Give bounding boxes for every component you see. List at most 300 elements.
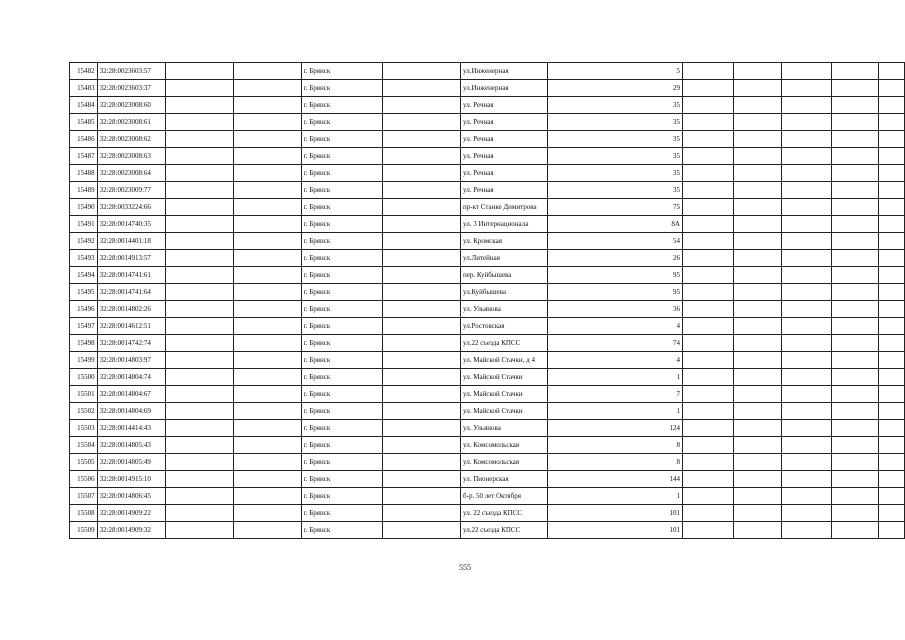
empty-cell [383,335,461,352]
empty-cell [734,97,782,114]
row-number-cell: 15488 [70,165,98,182]
row-number-cell: 15485 [70,114,98,131]
street-cell: пер. Куйбышева [461,267,548,284]
empty-cell [878,131,904,148]
empty-cell [782,335,832,352]
empty-cell [682,131,733,148]
empty-cell [234,233,302,250]
empty-cell [782,182,832,199]
empty-cell [782,233,832,250]
empty-cell [383,233,461,250]
empty-cell [782,131,832,148]
empty-cell [878,488,904,505]
empty-cell [166,114,234,131]
empty-cell [832,386,878,403]
table-row [70,114,905,131]
empty-cell [734,250,782,267]
empty-cell [166,488,234,505]
house-number-cell: 7 [548,386,683,403]
table-row [70,182,905,199]
empty-cell [878,437,904,454]
street-cell: пр-кт Станке Димитрова [461,199,548,216]
empty-cell [166,80,234,97]
street-cell: ул. Комсомольская [461,454,548,471]
row-number-cell: 15500 [70,369,98,386]
page-number: 555 [459,563,471,572]
empty-cell [878,284,904,301]
empty-cell [166,216,234,233]
city-cell: г. Брянск [301,233,383,250]
empty-cell [234,369,302,386]
empty-cell [682,420,733,437]
empty-cell [734,420,782,437]
empty-cell [734,488,782,505]
empty-cell [832,216,878,233]
empty-cell [682,335,733,352]
empty-cell [878,267,904,284]
empty-cell [878,352,904,369]
empty-cell [878,505,904,522]
empty-cell [682,454,733,471]
empty-cell [734,131,782,148]
row-number-cell: 15494 [70,267,98,284]
house-number-cell: 29 [548,80,683,97]
city-cell: г. Брянск [301,216,383,233]
cadastral-number-cell: 32:28:0014913:57 [97,250,166,267]
empty-cell [234,284,302,301]
empty-cell [682,437,733,454]
empty-cell [383,522,461,539]
row-number-cell: 15499 [70,352,98,369]
empty-cell [682,97,733,114]
street-cell: ул. Ульянова [461,301,548,318]
empty-cell [383,284,461,301]
empty-cell [832,267,878,284]
table-row [70,284,905,301]
empty-cell [782,63,832,80]
empty-cell [234,80,302,97]
house-number-cell: 35 [548,165,683,182]
empty-cell [832,301,878,318]
row-number-cell: 15493 [70,250,98,267]
empty-cell [166,301,234,318]
empty-cell [383,454,461,471]
empty-cell [878,165,904,182]
house-number-cell: 36 [548,301,683,318]
empty-cell [682,267,733,284]
empty-cell [832,80,878,97]
empty-cell [383,216,461,233]
street-cell: ул. Речная [461,97,548,114]
empty-cell [782,216,832,233]
street-cell: ул. Речная [461,131,548,148]
empty-cell [234,131,302,148]
empty-cell [383,386,461,403]
empty-cell [734,454,782,471]
house-number-cell: 35 [548,114,683,131]
empty-cell [234,403,302,420]
row-number-cell: 15506 [70,471,98,488]
empty-cell [878,216,904,233]
empty-cell [878,199,904,216]
cadastral-number-cell: 32:28:0014740:35 [97,216,166,233]
empty-cell [383,488,461,505]
empty-cell [166,454,234,471]
empty-cell [234,114,302,131]
empty-cell [166,233,234,250]
empty-cell [832,420,878,437]
table-row [70,250,905,267]
city-cell: г. Брянск [301,352,383,369]
table-row [70,369,905,386]
house-number-cell: 75 [548,199,683,216]
empty-cell [878,454,904,471]
cadastral-number-cell: 32:28:0023008:64 [97,165,166,182]
table-row [70,437,905,454]
empty-cell [166,335,234,352]
table-row [70,505,905,522]
empty-cell [832,352,878,369]
empty-cell [166,182,234,199]
table-row [70,97,905,114]
empty-cell [734,505,782,522]
empty-cell [166,250,234,267]
empty-cell [782,301,832,318]
city-cell: г. Брянск [301,420,383,437]
street-cell: ул.Литейная [461,250,548,267]
empty-cell [734,199,782,216]
table-row [70,352,905,369]
empty-cell [383,148,461,165]
empty-cell [782,454,832,471]
empty-cell [234,318,302,335]
row-number-cell: 15505 [70,454,98,471]
house-number-cell: 35 [548,97,683,114]
cadastral-number-cell: 32:28:0023603:37 [97,80,166,97]
row-number-cell: 15492 [70,233,98,250]
empty-cell [782,199,832,216]
street-cell: ул.Инженерная [461,63,548,80]
empty-cell [234,148,302,165]
empty-cell [682,148,733,165]
empty-cell [832,131,878,148]
street-cell: ул. 3 Интернационала [461,216,548,233]
city-cell: г. Брянск [301,386,383,403]
empty-cell [782,352,832,369]
empty-cell [734,182,782,199]
city-cell: г. Брянск [301,148,383,165]
row-number-cell: 15486 [70,131,98,148]
city-cell: г. Брянск [301,80,383,97]
empty-cell [166,420,234,437]
street-cell: ул.22 съезда КПСС [461,335,548,352]
empty-cell [734,233,782,250]
empty-cell [832,182,878,199]
row-number-cell: 15495 [70,284,98,301]
empty-cell [782,165,832,182]
cadastral-number-cell: 32:28:0014401:18 [97,233,166,250]
row-number-cell: 15484 [70,97,98,114]
house-number-cell: 101 [548,522,683,539]
city-cell: г. Брянск [301,335,383,352]
cadastral-number-cell: 32:28:0023009:77 [97,182,166,199]
row-number-cell: 15482 [70,63,98,80]
city-cell: г. Брянск [301,471,383,488]
empty-cell [383,131,461,148]
empty-cell [383,505,461,522]
empty-cell [734,403,782,420]
empty-cell [782,522,832,539]
city-cell: г. Брянск [301,437,383,454]
empty-cell [682,250,733,267]
house-number-cell: 4 [548,318,683,335]
city-cell: г. Брянск [301,199,383,216]
empty-cell [782,267,832,284]
row-number-cell: 15489 [70,182,98,199]
empty-cell [832,335,878,352]
city-cell: г. Брянск [301,369,383,386]
property-register-table [69,62,905,539]
cadastral-number-cell: 32:28:0014806:45 [97,488,166,505]
empty-cell [734,318,782,335]
cadastral-number-cell: 32:28:0014909:22 [97,505,166,522]
empty-cell [878,233,904,250]
house-number-cell: 8 [548,437,683,454]
cadastral-number-cell: 32:28:0023008:60 [97,97,166,114]
empty-cell [383,420,461,437]
table-row [70,403,905,420]
street-cell: ул. Комсомольская [461,437,548,454]
cadastral-number-cell: 32:28:0014741:64 [97,284,166,301]
empty-cell [734,335,782,352]
row-number-cell: 15483 [70,80,98,97]
house-number-cell: 1 [548,488,683,505]
empty-cell [782,488,832,505]
street-cell: ул. Речная [461,148,548,165]
street-cell: ул. Речная [461,114,548,131]
empty-cell [166,471,234,488]
empty-cell [782,318,832,335]
row-number-cell: 15501 [70,386,98,403]
empty-cell [682,80,733,97]
street-cell: ул. Майской Стачки [461,369,548,386]
empty-cell [782,386,832,403]
empty-cell [234,505,302,522]
empty-cell [383,182,461,199]
empty-cell [234,97,302,114]
empty-cell [782,437,832,454]
empty-cell [234,488,302,505]
empty-cell [734,165,782,182]
city-cell: г. Брянск [301,454,383,471]
house-number-cell: 95 [548,284,683,301]
empty-cell [166,505,234,522]
row-number-cell: 15490 [70,199,98,216]
empty-cell [782,369,832,386]
empty-cell [383,165,461,182]
empty-cell [782,250,832,267]
table-row [70,318,905,335]
house-number-cell: 1 [548,403,683,420]
table-row [70,216,905,233]
city-cell: г. Брянск [301,318,383,335]
empty-cell [682,284,733,301]
table-row [70,131,905,148]
table-row [70,335,905,352]
row-number-cell: 15508 [70,505,98,522]
table-row [70,199,905,216]
empty-cell [878,148,904,165]
row-number-cell: 15502 [70,403,98,420]
table-body [70,63,905,539]
street-cell: ул. Речная [461,165,548,182]
empty-cell [878,250,904,267]
street-cell: ул. Речная [461,182,548,199]
empty-cell [166,63,234,80]
empty-cell [878,369,904,386]
house-number-cell: 74 [548,335,683,352]
row-number-cell: 15504 [70,437,98,454]
empty-cell [383,199,461,216]
empty-cell [682,488,733,505]
row-number-cell: 15491 [70,216,98,233]
empty-cell [734,267,782,284]
street-cell: ул.Инженерная [461,80,548,97]
empty-cell [734,386,782,403]
table-row [70,522,905,539]
empty-cell [832,199,878,216]
empty-cell [734,301,782,318]
empty-cell [878,182,904,199]
cadastral-number-cell: 32:28:0014414:43 [97,420,166,437]
empty-cell [832,97,878,114]
city-cell: г. Брянск [301,284,383,301]
empty-cell [734,114,782,131]
empty-cell [734,437,782,454]
empty-cell [166,437,234,454]
cadastral-number-cell: 32:28:0014802:26 [97,301,166,318]
empty-cell [234,216,302,233]
empty-cell [383,250,461,267]
row-number-cell: 15497 [70,318,98,335]
empty-cell [383,403,461,420]
cadastral-number-cell: 32:28:0014915:10 [97,471,166,488]
empty-cell [682,199,733,216]
empty-cell [383,318,461,335]
empty-cell [234,301,302,318]
cadastral-number-cell: 32:28:0014805:43 [97,437,166,454]
empty-cell [734,148,782,165]
empty-cell [832,403,878,420]
empty-cell [734,80,782,97]
city-cell: г. Брянск [301,301,383,318]
cadastral-number-cell: 32:28:0014805:49 [97,454,166,471]
empty-cell [383,369,461,386]
house-number-cell: 95 [548,267,683,284]
empty-cell [782,420,832,437]
empty-cell [682,505,733,522]
empty-cell [782,80,832,97]
empty-cell [383,301,461,318]
empty-cell [782,505,832,522]
empty-cell [166,403,234,420]
empty-cell [682,522,733,539]
city-cell: г. Брянск [301,114,383,131]
empty-cell [832,488,878,505]
city-cell: г. Брянск [301,522,383,539]
table-row [70,165,905,182]
house-number-cell: 35 [548,131,683,148]
table-row [70,80,905,97]
empty-cell [734,216,782,233]
empty-cell [878,318,904,335]
empty-cell [832,250,878,267]
table-row [70,301,905,318]
cadastral-number-cell: 32:28:0023603:57 [97,63,166,80]
empty-cell [832,318,878,335]
empty-cell [832,233,878,250]
row-number-cell: 15496 [70,301,98,318]
empty-cell [682,471,733,488]
house-number-cell: 5 [548,63,683,80]
empty-cell [682,63,733,80]
empty-cell [682,386,733,403]
empty-cell [234,335,302,352]
empty-cell [878,386,904,403]
empty-cell [734,369,782,386]
cadastral-number-cell: 32:28:0014804:69 [97,403,166,420]
table-row [70,471,905,488]
empty-cell [832,505,878,522]
street-cell: ул. Майской Стачки [461,386,548,403]
empty-cell [682,403,733,420]
city-cell: г. Брянск [301,97,383,114]
house-number-cell: 54 [548,233,683,250]
empty-cell [166,284,234,301]
empty-cell [166,131,234,148]
table-row [70,63,905,80]
empty-cell [383,471,461,488]
empty-cell [734,63,782,80]
empty-cell [166,97,234,114]
cadastral-number-cell: 32:28:0014742:74 [97,335,166,352]
cadastral-number-cell: 32:28:0014804:67 [97,386,166,403]
empty-cell [878,403,904,420]
empty-cell [166,369,234,386]
empty-cell [878,335,904,352]
row-number-cell: 15487 [70,148,98,165]
street-cell: ул. Майской Стачки, д 4 [461,352,548,369]
city-cell: г. Брянск [301,403,383,420]
empty-cell [782,284,832,301]
empty-cell [234,522,302,539]
house-number-cell: 4 [548,352,683,369]
table-row [70,454,905,471]
empty-cell [234,250,302,267]
empty-cell [234,420,302,437]
city-cell: г. Брянск [301,165,383,182]
empty-cell [383,80,461,97]
house-number-cell: 144 [548,471,683,488]
empty-cell [383,97,461,114]
row-number-cell: 15507 [70,488,98,505]
empty-cell [166,318,234,335]
empty-cell [682,182,733,199]
empty-cell [878,522,904,539]
empty-cell [878,301,904,318]
cadastral-number-cell: 32:28:0033224:66 [97,199,166,216]
cadastral-number-cell: 32:28:0014804:74 [97,369,166,386]
